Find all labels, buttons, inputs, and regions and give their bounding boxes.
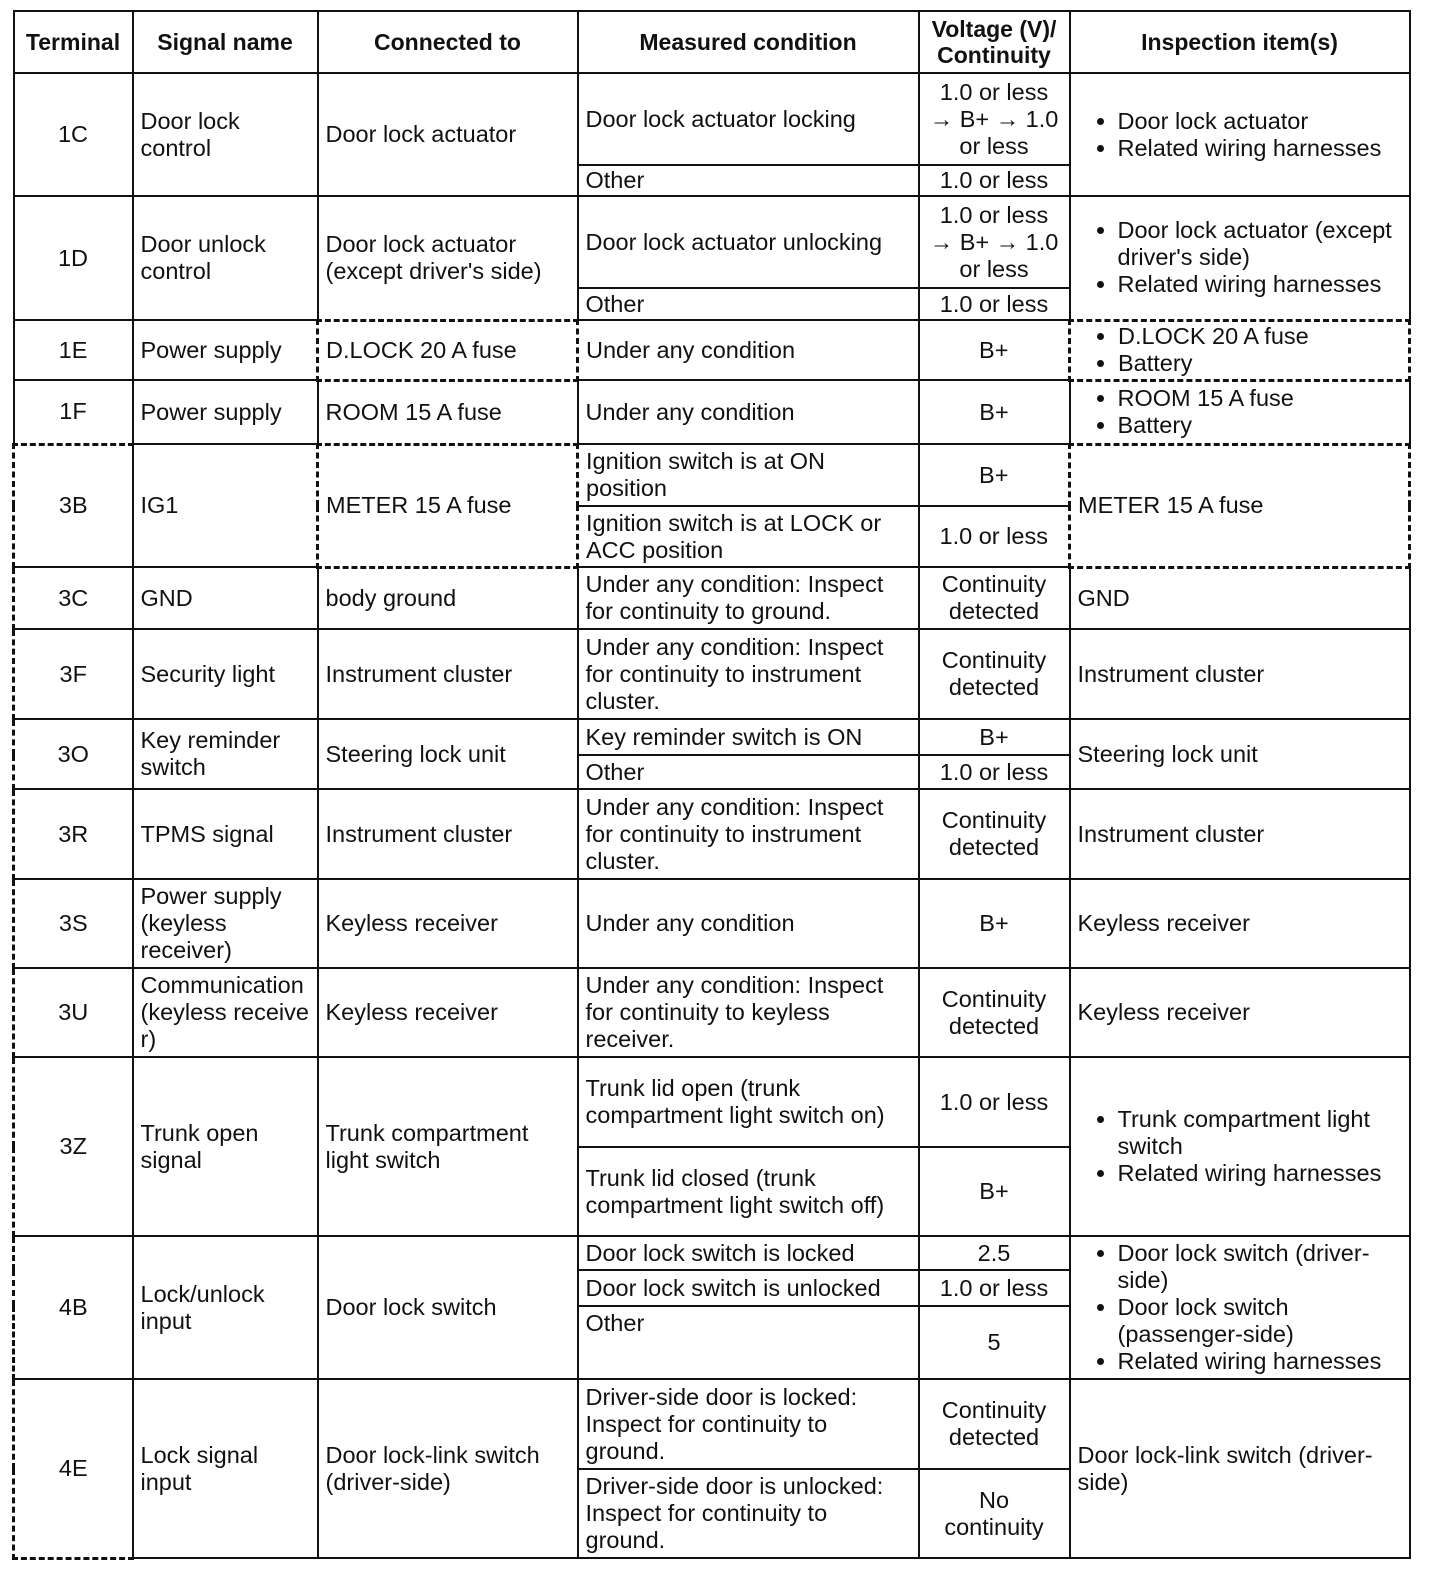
condition-cell: Under any condition: Inspect for continuity to instrument cluster. [578,789,919,879]
inspection-item: • Door lock switch (driver-side) [1118,1240,1402,1294]
voltage-cell: 1.0 or less [919,1270,1070,1306]
voltage-cell: 1.0 or less [919,755,1070,789]
table-row [14,444,1410,506]
connected-to-cell: body ground [318,567,578,629]
condition-cell: Under any condition [578,380,919,444]
table-row [14,73,1410,165]
connected-to-cell: Door lock actuator [318,73,578,196]
terminal-cell: 3S [14,879,133,968]
condition-cell: Trunk lid open (trunk compartment light switch on) [578,1057,919,1147]
connected-to-cell: Instrument cluster [318,629,578,719]
terminal-cell: 1E [14,320,133,380]
terminal-cell: 3C [14,567,133,629]
header-voltage [919,11,1070,73]
inspection-item: • Related wiring harnesses [1118,135,1402,162]
inspection-item: • Door lock actuator [1118,108,1402,135]
terminal-cell: 1C [14,73,133,196]
voltage-cell: No continuity [919,1469,1070,1558]
signal-name-cell: Door lock control [133,73,318,196]
terminal-inspection-table [12,10,1411,1560]
condition-cell: Door lock switch is unlocked [578,1270,919,1306]
inspection-cell [1070,196,1410,320]
signal-name-cell: Power supply (keyless receiver) [133,879,318,968]
voltage-cell: B+ [919,320,1070,380]
connected-to-cell: Keyless receiver [318,879,578,968]
table-row [14,196,1410,288]
condition-cell: Under any condition [578,320,919,380]
voltage-cell: 1.0 or less [919,1057,1070,1147]
header-signal-name: Signal name [133,11,318,73]
signal-name-cell: Key reminder switch [133,719,318,789]
condition-cell: Ignition switch is at ON position [578,444,919,506]
connected-to-cell: Steering lock unit [318,719,578,789]
inspection-cell [1070,1057,1410,1236]
table-row [14,320,1410,380]
voltage-cell: 1.0 or less [919,288,1070,320]
inspection-cell [1070,73,1410,196]
inspection-list [1078,323,1401,377]
signal-name-cell: Door unlock control [133,196,318,320]
condition-cell: Other [578,165,919,196]
inspection-item: • Related wiring harnesses [1118,271,1402,298]
inspection-item: • Related wiring harnesses [1118,1348,1402,1375]
condition-cell: Trunk lid closed (trunk compartment light switch off) [578,1147,919,1236]
inspection-item: • Battery [1118,350,1401,377]
signal-name-cell: TPMS signal [133,789,318,879]
inspection-item: • Door lock switch (passenger-side) [1118,1294,1402,1348]
signal-name-cell: Power supply [133,380,318,444]
voltage-cell: 1.0 or less → B+ → 1.0 or less [919,196,1070,288]
header-voltage-line1: Voltage (V)/ [931,16,1057,42]
connected-to-cell-highlighted: D.LOCK 20 A fuse [318,320,578,380]
signal-name-cell: Trunk open signal [133,1057,318,1236]
terminal-cell: 1F [14,380,133,444]
signal-name-cell: IG1 [133,444,318,567]
voltage-cell: Continuity detected [919,567,1070,629]
voltage-cell: 5 [919,1306,1070,1379]
condition-cell: Under any condition: Inspect for continuity to instrument cluster. [578,629,919,719]
voltage-cell: Continuity detected [919,968,1070,1057]
terminal-cell: 4B [14,1236,133,1379]
terminal-cell: 1D [14,196,133,320]
connected-to-cell: Door lock switch [318,1236,578,1379]
terminal-cell: 3Z [14,1057,133,1236]
condition-cell: Ignition switch is at LOCK or ACC position [578,506,919,567]
header-terminal: Terminal [14,11,133,73]
table-row [14,1379,1410,1469]
terminal-cell: 4E [14,1379,133,1558]
inspection-item: • D.LOCK 20 A fuse [1118,323,1401,350]
header-measured-condition: Measured condition [578,11,919,73]
inspection-cell: Keyless receiver [1070,968,1410,1057]
condition-cell: Under any condition: Inspect for continuity to ground. [578,567,919,629]
condition-cell: Driver-side door is locked: Inspect for continuity to ground. [578,1379,919,1469]
connected-to-cell: Instrument cluster [318,789,578,879]
voltage-cell: B+ [919,444,1070,506]
voltage-cell: 1.0 or less [919,506,1070,567]
condition-cell: Driver-side door is unlocked: Inspect for continuity to ground. [578,1469,919,1558]
table-row [14,1236,1410,1270]
condition-cell: Under any condition: Inspect for continuity to keyless receiver. [578,968,919,1057]
connected-to-cell: Door lock-link switch (driver-side) [318,1379,578,1558]
signal-name-cell: Lock signal input [133,1379,318,1558]
inspection-item: • Door lock actuator (except driver's side) [1118,217,1402,271]
table-row [14,789,1410,879]
table-row [14,879,1410,968]
condition-cell: Other [578,755,919,789]
terminal-cell: 3B [14,444,133,567]
inspection-item: • Related wiring harnesses [1118,1160,1402,1187]
table-row [14,567,1410,629]
connected-to-cell: Door lock actuator (except driver's side) [318,196,578,320]
inspection-item: • ROOM 15 A fuse [1118,385,1402,412]
inspection-item: • Battery [1118,412,1402,439]
connected-to-cell-highlighted: METER 15 A fuse [318,444,578,567]
condition-cell: Door lock switch is locked [578,1236,919,1270]
voltage-cell: B+ [919,1147,1070,1236]
inspection-cell: Steering lock unit [1070,719,1410,789]
table-row [14,1057,1410,1147]
condition-cell: Under any condition [578,879,919,968]
signal-name-cell: GND [133,567,318,629]
signal-name-cell: Lock/unlock input [133,1236,318,1379]
voltage-cell: Continuity detected [919,789,1070,879]
table-row [14,719,1410,755]
inspection-list [1078,108,1402,162]
terminal-cell: 3R [14,789,133,879]
condition-cell: Door lock actuator unlocking [578,196,919,288]
voltage-cell: Continuity detected [919,629,1070,719]
voltage-cell: B+ [919,719,1070,755]
inspection-list [1078,1240,1402,1375]
inspection-cell [1070,1236,1410,1379]
voltage-cell: B+ [919,380,1070,444]
inspection-cell-highlighted [1070,320,1410,380]
voltage-cell: 2.5 [919,1236,1070,1270]
connected-to-cell: ROOM 15 A fuse [318,380,578,444]
condition-cell: Other [578,288,919,320]
signal-name-cell: Power supply [133,320,318,380]
header-row [14,11,1410,73]
terminal-cell: 3O [14,719,133,789]
inspection-cell: Instrument cluster [1070,629,1410,719]
inspection-cell: Door lock-link switch (driver-side) [1070,1379,1410,1558]
condition-cell: Key reminder switch is ON [578,719,919,755]
inspection-list [1078,1106,1402,1187]
signal-name-cell: Security light [133,629,318,719]
terminal-cell: 3U [14,968,133,1057]
condition-cell: Other [578,1306,919,1379]
header-connected-to: Connected to [318,11,578,73]
inspection-list [1078,385,1402,439]
connected-to-cell: Keyless receiver [318,968,578,1057]
inspection-cell: Instrument cluster [1070,789,1410,879]
inspection-cell-highlighted: METER 15 A fuse [1070,444,1410,567]
signal-name-cell: Communication (keyless receiver) [133,968,318,1057]
inspection-item: • Trunk compartment light switch [1118,1106,1402,1160]
condition-cell: Door lock actuator locking [578,73,919,165]
inspection-list [1078,217,1402,298]
inspection-cell [1070,380,1410,444]
terminal-cell: 3F [14,629,133,719]
inspection-cell: Keyless receiver [1070,879,1410,968]
voltage-cell: Continuity detected [919,1379,1070,1469]
voltage-cell: 1.0 or less → B+ → 1.0 or less [919,73,1070,165]
table-row [14,380,1410,444]
table-row [14,629,1410,719]
connected-to-cell: Trunk compartment light switch [318,1057,578,1236]
inspection-cell: GND [1070,567,1410,629]
header-inspection-items: Inspection item(s) [1070,11,1410,73]
header-voltage-line2: Continuity [937,42,1051,68]
voltage-cell: 1.0 or less [919,165,1070,196]
table-row [14,968,1410,1057]
voltage-cell: B+ [919,879,1070,968]
